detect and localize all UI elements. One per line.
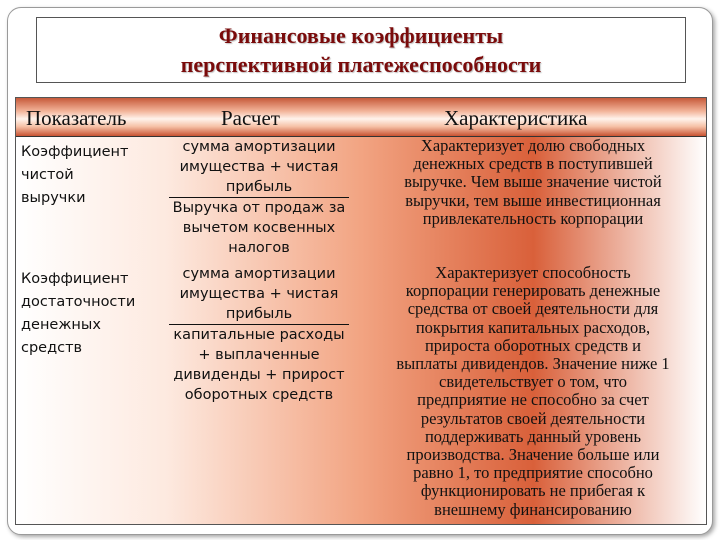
indicator-line: выручки	[21, 190, 86, 206]
header-characteristic: Характеристика	[444, 106, 588, 130]
table-header-row	[16, 98, 706, 137]
characteristic-line: корпорации генерировать денежные	[405, 281, 661, 301]
formula-cell	[164, 264, 354, 405]
numerator-line: имущества + чистая	[179, 159, 339, 175]
indicator-cell	[21, 141, 161, 210]
characteristic-line: равно 1, то предприятие способно	[413, 463, 653, 483]
header-indicator: Показатель	[26, 106, 127, 130]
table-row	[16, 264, 706, 524]
indicator-line: достаточности	[21, 294, 136, 310]
characteristic-line: результатов своей деятельности	[420, 408, 646, 428]
characteristic-line: функционировать не прибегая к	[420, 481, 646, 501]
characteristic-line: денежных средств в поступившей	[413, 154, 653, 174]
table-row	[16, 137, 706, 264]
title-line-1: Финансовые коэффициенты	[218, 23, 504, 48]
title-line-2: перспективной платежеспособности	[180, 52, 542, 77]
characteristic-line: поддерживать данный уровень	[424, 426, 642, 446]
indicator-line: чистой	[21, 167, 74, 183]
denominator-line: Выручка от продаж за	[172, 200, 346, 216]
characteristic-line: производства. Значение больше или	[406, 445, 660, 465]
denominator-line: дивиденды + прирост	[173, 367, 345, 383]
denominator-line: вычетом косвенных	[182, 220, 336, 236]
coefficients-table	[15, 97, 707, 525]
indicator-line: денежных	[21, 317, 101, 333]
characteristic-line: свидетельствует о том, что	[439, 372, 627, 392]
characteristic-line: выручки, тем выше инвестиционная	[405, 190, 661, 210]
numerator-line: прибыль	[225, 306, 293, 322]
denominator-line: оборотных средств	[184, 387, 334, 403]
characteristic-line: покрытия капитальных расходов,	[415, 317, 651, 337]
characteristic-line: средства от своей деятельности для	[407, 299, 659, 319]
formula-cell	[164, 137, 354, 258]
indicator-line: Коэффициент	[21, 144, 129, 160]
characteristic-line: прироста оборотных средств и	[424, 335, 642, 355]
characteristic-line: Характеризует долю свободных	[420, 136, 646, 155]
denominator-line: капитальные расходы	[173, 327, 345, 343]
slide-title	[36, 17, 686, 83]
characteristic-line: выручке. Чем выше значение чистой	[404, 172, 662, 192]
denominator-line: + выплаченные	[198, 347, 320, 363]
numerator-line: сумма амортизации	[182, 266, 336, 282]
numerator-line: прибыль	[225, 179, 293, 195]
characteristic-line: предприятие не способно за счет	[417, 390, 649, 410]
denominator-line: налогов	[228, 240, 290, 256]
characteristic-cell	[360, 264, 706, 519]
characteristic-line: Характеризует способность	[435, 263, 631, 282]
numerator-line: имущества + чистая	[179, 286, 339, 302]
header-calculation: Расчет	[221, 106, 280, 130]
numerator-line: сумма амортизации	[182, 139, 336, 155]
indicator-cell	[21, 268, 161, 360]
characteristic-cell	[360, 137, 706, 228]
characteristic-line: выплаты дивидендов. Значение ниже 1	[396, 354, 670, 374]
indicator-line: Коэффициент	[21, 271, 129, 287]
characteristic-line: внешнему финансированию	[434, 499, 632, 519]
indicator-line: средств	[21, 340, 83, 356]
characteristic-line: привлекательность корпорации	[422, 208, 644, 228]
